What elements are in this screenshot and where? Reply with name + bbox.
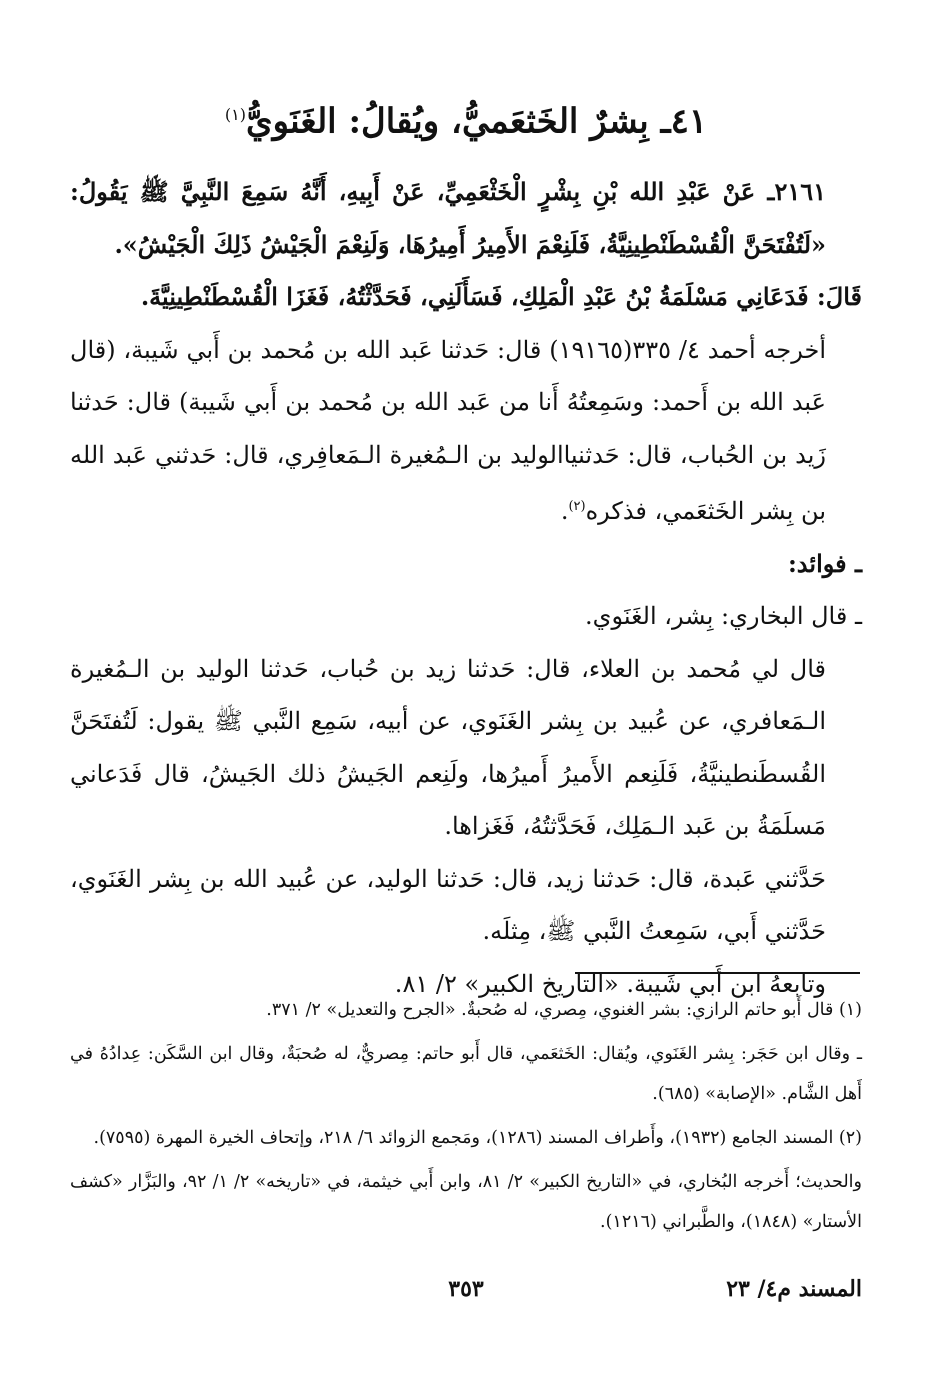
footnote-1: (١) قال أَبو حاتم الرازي: بشر الغنوي، مِصري، له صُحبةٌ. «الجرح والتعديل» ٢/ ٣٧١. [266, 1000, 862, 1020]
hadith-continuation: قَالَ: فَدَعَانِي مَسْلَمَةُ بْنُ عَبْدِ الْمَلِكِ، فَسَأَلَنِي، فَحَدَّثْتُهُ، فَغَزَا الْقُسْطَنْطِينِيَّةَ. [140, 282, 862, 311]
hadith-text: ٢١٦١ـ عَنْ عَبْدِ الله بْنِ بِشْرٍ الْخَثْعَمِيِّ، عَنْ أَبِيهِ، أَنَّهُ سَمِعَ النَّبِيَّ ﷺ يَقُولُ: «لَتُفْتَحَنَّ الْقُسْطَنْطِينِيَّةُ، فَلَنِعْمَ الأَمِيرُ أَمِيرُهَا، وَلَنِعْمَ الْجَيْشُ ذَلِكَ الْجَيْشُ». [70, 177, 826, 259]
signature-mark: المسند م٤/ ٢٣ [726, 1276, 862, 1302]
bukhari-intro: ـ قال البخاري: بِشر، الغَنَوي. [585, 602, 862, 630]
footnote-divider [575, 972, 860, 974]
page-footer [70, 1276, 862, 1316]
footnote-1-continuation: ـ وقال ابن حَجَر: بِشر الغَنَوي، ويُقال: الخَثعَمي، قال أَبو حاتم: مِصريٌّ، له صُحبَةٌ، وقال ابن السَّكَن: عِدادُهُ في أَهل الشَّام. «الإصابة» (٦٨٥). [70, 1044, 862, 1104]
takhrij-end: . [560, 497, 569, 525]
chapter-title-text: ٤١ـ بِشرٌ الخَثعَميُّ، ويُقالُ: الغَنَويُّ [245, 101, 708, 142]
footnote-ref-2: (٢) [568, 499, 586, 514]
main-text [70, 166, 862, 1010]
footnotes [70, 990, 862, 1246]
bukhari-paragraph-1: قال لي مُحمد بن العلاء، قال: حَدثنا زيد بن حُباب، حَدثنا الوليد بن الـمُغيرة الـمَعافري، عن عُبيد بن بِشر الغَنَوي، عن أبيه، سَمِع النَّبي ﷺ يقول: لَتُفتَحَنَّ القُسطَنطينيَّةُ، فَلَنِعم الأَميرُ أَميرُها، ولَنِعم الجَيشُ ذلك الجَيشُ، قال فَدَعاني مَسلَمَةُ بن عَبد الـمَلِك، فَحَدَّثتُهُ، فَغَزاها. [70, 654, 826, 840]
takhrij-text: أخرجه أحمد ٤/ ٣٣٥(١٩١٦٥) قال: حَدثنا عَبد الله بن مُحمد بن أَبي شَيبة، (قال عَبد الله بن أَحمد: وسَمِعتُهُ أَنا من عَبد الله بن مُحمد بن أَبي شَيبة) قال: حَدثنا زَيد بن الحُباب، قال: حَدثنياالوليد بن الـمُغيرة الـمَعافِري، قال: حَدثني عَبد الله بن بِشر الخَثعَمي، فذكره [70, 335, 826, 525]
takhrij-paragraph [70, 324, 862, 538]
fawaid-heading: ـ فوائد: [787, 548, 862, 578]
footnote-2-continuation: والحديث؛ أَخرجه البُخاري، في «التاريخ الكبير» ٢/ ٨١، وابن أَبي خيثمة، في «تاريخه» ٢/ ١/ ٩٢، والبَزَّار «كشف الأستار» (١٨٤٨)، والطَّبراني (١٢١٦). [70, 1172, 862, 1232]
footnote-ref-1: (١) [224, 105, 246, 124]
footnote-2: (٢) المسند الجامع (١٩٣٢)، وأَطراف المسند (١٢٨٦)، ومَجمع الزوائد ٦/ ٢١٨، وإتحاف الخيرة المهرة (٧٥٩٥). [93, 1128, 862, 1148]
bukhari-paragraph-2: حَدَّثني عَبدة، قال: حَدثنا زيد، قال: حَدثنا الوليد، عن عُبيد الله بن بِشر الغَنَوي، حَدَّثني أَبي، سَمِعتُ النَّبي ﷺ، مِثلَه. [70, 864, 827, 945]
chapter-title [60, 90, 872, 146]
bukhari-paragraph-3: وتابعهُ ابن أَبي شَيبة. «التاريخ الكبير» ٢/ ٨١. [394, 969, 826, 998]
page-number: ٣٥٣ [448, 1276, 484, 1302]
